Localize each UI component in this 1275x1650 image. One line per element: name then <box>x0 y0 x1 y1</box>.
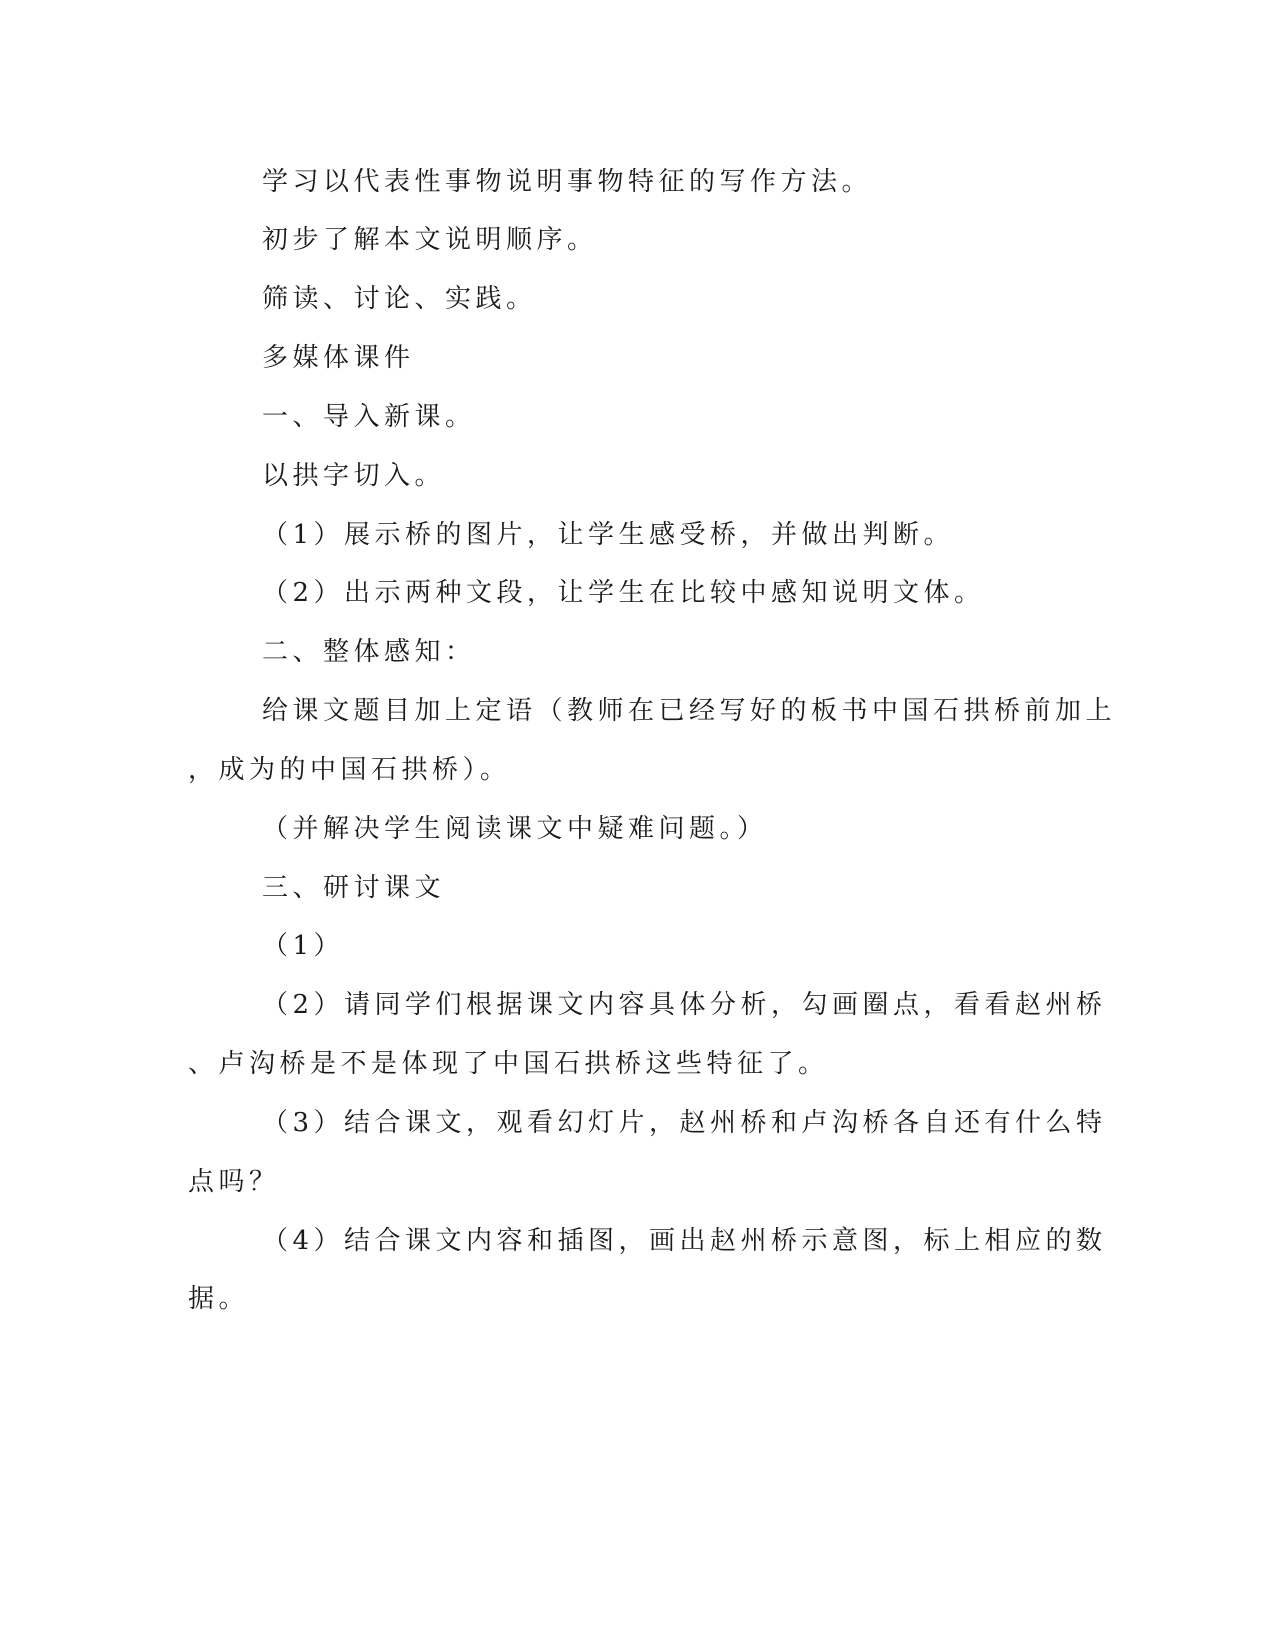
section-heading-study: 三、研讨课文 <box>262 873 446 903</box>
study-step-3-line-1: （3）结合课文，观看幻灯片，赵州桥和卢沟桥各自还有什么特 <box>262 1108 1107 1138</box>
teaching-aids: 多媒体课件 <box>262 343 415 373</box>
introduction-step-1: （1）展示桥的图片，让学生感受桥，并做出判断。 <box>262 520 955 550</box>
study-step-4-line-1: （4）结合课文内容和插图，画出赵州桥示意图，标上相应的数 <box>262 1226 1107 1256</box>
study-step-3-line-2: 点吗？ <box>188 1167 280 1197</box>
study-step-1: （1） <box>262 931 345 961</box>
section-heading-introduction: 一、导入新课。 <box>262 402 476 432</box>
overall-paragraph-line-2: ，成为的中国石拱桥）。 <box>188 755 511 785</box>
introduction-paragraph: 以拱字切入。 <box>262 461 446 491</box>
study-step-2-line-1: （2）请同学们根据课文内容具体分析，勾画圈点，看看赵州桥 <box>262 990 1107 1020</box>
overall-note: （并解决学生阅读课文中疑难问题。） <box>262 814 768 844</box>
study-step-2-line-2: 、卢沟桥是不是体现了中国石拱桥这些特征了。 <box>188 1049 829 1079</box>
teaching-methods: 筛读、讨论、实践。 <box>262 284 537 314</box>
section-heading-overall: 二、整体感知： <box>262 637 476 667</box>
overall-paragraph-line-1: 给课文题目加上定语（教师在已经写好的板书中国石拱桥前加上 <box>262 696 1117 726</box>
objective-explanation-order: 初步了解本文说明顺序。 <box>262 225 598 255</box>
study-step-4-line-2: 据。 <box>188 1284 250 1314</box>
objective-writing-method: 学习以代表性事物说明事物特征的写作方法。 <box>262 167 873 197</box>
introduction-step-2: （2）出示两种文段，让学生在比较中感知说明文体。 <box>262 578 985 608</box>
